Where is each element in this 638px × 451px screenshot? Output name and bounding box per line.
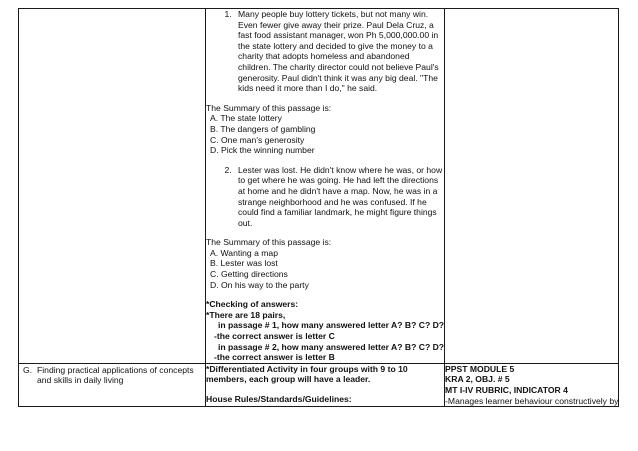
option-1b: B. The dangers of gambling	[210, 123, 316, 134]
checking-title: *Checking of answers:	[206, 299, 299, 310]
procedure-letter: G.	[23, 364, 33, 375]
procedure-label: Finding practical applications of concepts and skills in daily living	[37, 364, 194, 386]
option-2a: A. Wanting a map	[210, 247, 278, 258]
checking-question-2: in passage # 2, how many answered letter A? B? C? D?	[218, 341, 445, 352]
rubric-indicator: MT I-IV RUBRIC, INDICATOR 4	[445, 385, 568, 395]
lesson-plan-table	[18, 8, 619, 407]
table-row	[19, 363, 619, 406]
ppst-module: PPST MODULE 5	[445, 363, 515, 374]
checking-answer-2: -the correct answer is letter B	[214, 352, 335, 363]
checking-question-1: in passage # 1, how many answered letter A? B? C? D?	[218, 320, 445, 331]
option-1a: A. The state lottery	[210, 113, 282, 124]
passage-1: 1. Many people buy lottery tickets, but not many win. Even fewer give away their prize. Paul Dela Cruz, a fast food assistant manager, won Ph 5,000,000.00 in the state lottery and decided to give the money to a charity that adopts homeless and abandoned children. The charity director could not believe Paul's generosity. Paul didn't think it was any big deal. "The kids need it more than I do," he said.	[234, 9, 444, 94]
differentiated-activity: *Differentiated Activity in four groups with 9 to 10 members, each group will have a leader.	[206, 363, 408, 385]
table-row	[19, 9, 619, 364]
summary-prompt-1: The Summary of this passage is:	[206, 102, 332, 113]
house-rules-heading: House Rules/Standards/Guidelines:	[206, 394, 352, 404]
option-1d: D. Pick the winning number	[210, 145, 315, 156]
passage-list-1	[206, 9, 444, 94]
checking-pairs: *There are 18 pairs,	[206, 309, 286, 320]
passage-2: 2. Lester was lost. He didn't know where he was, or how to get where he was going. He had left the directions at home and he didn't have a map. Now, he was in a strange neighborhood and he was confused. If he could find a familiar landmark, he might figure things out.	[234, 165, 444, 229]
checking-answer-1: -the correct answer is letter C	[214, 331, 335, 342]
option-2b: B. Lester was lost	[210, 258, 278, 269]
activity-cell	[206, 363, 445, 406]
option-2c: C. Getting directions	[210, 269, 288, 280]
passage-list-2	[206, 165, 444, 229]
kra-objective: KRA 2, OBJ. # 5	[445, 374, 510, 385]
procedure-label-cell	[19, 9, 206, 364]
summary-prompt-2: The Summary of this passage is:	[206, 237, 332, 248]
activity-cell	[206, 9, 445, 364]
notes-cell	[445, 363, 619, 406]
indicator-text: -Manages learner behaviour constructively by	[445, 395, 619, 406]
notes-cell	[445, 9, 619, 364]
option-1c: C. One man's generosity	[210, 134, 305, 145]
option-2d: D. On his way to the party	[210, 279, 309, 290]
procedure-label-cell	[19, 363, 206, 406]
